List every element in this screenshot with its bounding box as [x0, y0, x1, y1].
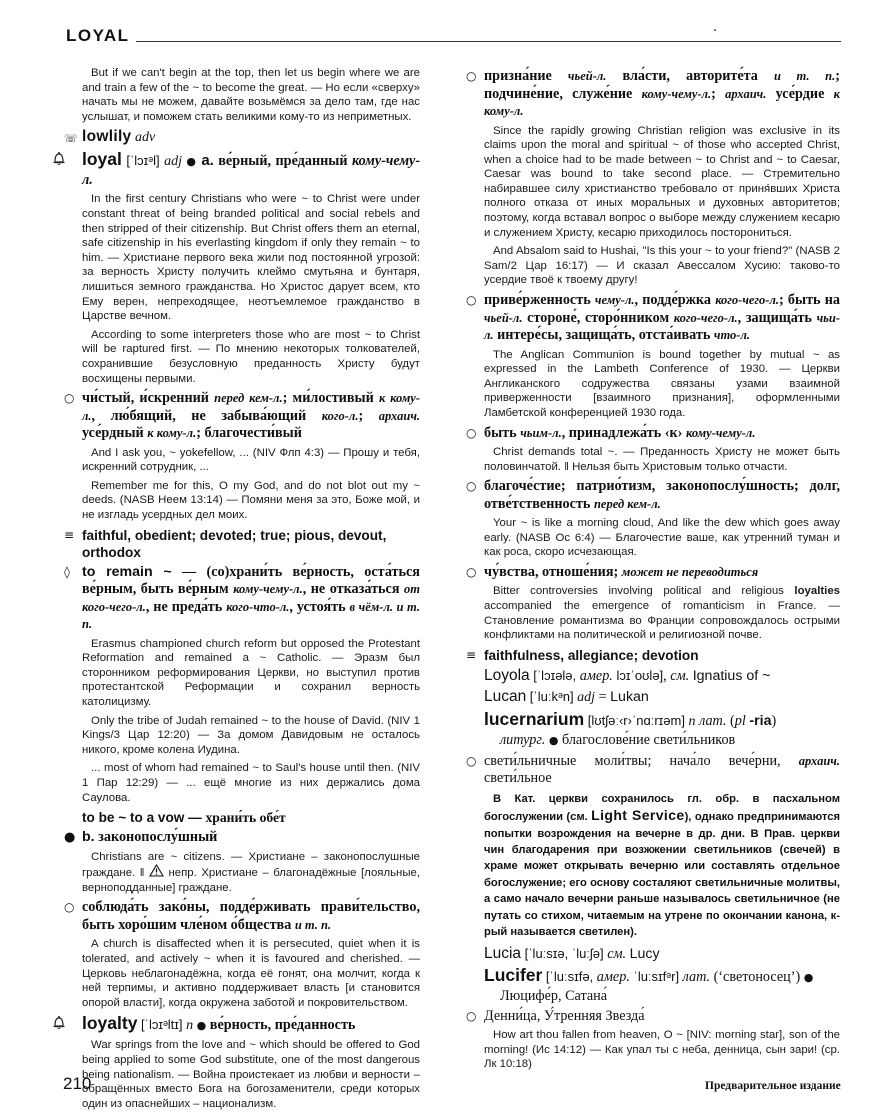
- text-lab: и т. п.: [773, 69, 836, 83]
- text-bullet: ●: [196, 1019, 207, 1033]
- text-run: Христиане – благонадёжные [лояльные, верноподданные] граждане.: [82, 867, 421, 894]
- text-run: — (со)храни́ть ве́рность, оста́ться ве́рным, быть ве́рным: [82, 563, 420, 598]
- text-lab: архаич.: [798, 753, 840, 768]
- sense-definition: [466, 478, 840, 513]
- usage-example: [82, 937, 420, 1010]
- usage-example: [82, 1038, 420, 1111]
- text-run: , лю́бящий, не забыва́ющий: [91, 407, 322, 424]
- text-run: благослове́ние свети́льников: [558, 731, 736, 748]
- text-it: лат.: [699, 712, 727, 729]
- text-bullet: ●: [548, 733, 559, 747]
- phrase-entry: [82, 809, 420, 826]
- text-run: стороне́, сторо́нником: [522, 309, 674, 326]
- text-lab: может не переводиться: [621, 564, 759, 579]
- usage-example: [484, 445, 840, 474]
- text-b: loyalties: [794, 585, 840, 598]
- text-run: (не путать со стихом, читаемым на утрене по окончании канона, к-рый называется: [484, 893, 840, 939]
- text-run: ,: [663, 667, 671, 684]
- text-it: светильничные молитвы: [695, 876, 837, 889]
- text-run: призна́ние: [484, 68, 568, 84]
- text-run: In the first century Christians who were ~ to Christ were under constant threat of being branded political and social rebels and then stripped of their citizenship. But Christ offers them an eternal, safe citizenship in his everlasting kingdom if only they remain ~ to him. — Христиане первого века жили под постоянной угрозой: за верность Христу получить клеймо смутьяна и бунтаря, лишиться земного гражданства. Но Христос дарует всем, кто Ему верен, непреходящее, неотъемлемое гражданство в Царстве вечном.: [82, 193, 420, 323]
- text-lab: архаич.: [725, 86, 767, 101]
- synonyms-line: [64, 527, 420, 561]
- text-sans: Ignatius of ~: [692, 667, 771, 684]
- text-pos: adj: [577, 689, 596, 705]
- page-number: 210: [63, 1074, 92, 1093]
- sense-circle-icon: ○: [466, 69, 477, 83]
- dictionary-entry: [484, 688, 840, 707]
- text-hwd: lucernarium: [484, 708, 585, 729]
- sense-definition: [64, 390, 421, 443]
- text-run: , устоя́ть: [289, 598, 350, 615]
- text-hwd: Lucia: [484, 944, 522, 962]
- text-lab: чьей-л.: [567, 69, 607, 83]
- usage-example: [82, 761, 420, 805]
- print-speck: [714, 29, 716, 31]
- sense-definition: [64, 899, 420, 934]
- text-run: Christians are ~ citizens. — Христиане – законопослушные граждане. ‖: [82, 850, 420, 880]
- text-run: законопослу́шный: [94, 829, 218, 846]
- text-pron: [ˈlɔɪᵊltɪ]: [141, 1017, 183, 1033]
- text-run: ; быть на: [779, 292, 841, 309]
- text-run: Денни́ца, У́тренняя Звезда́: [484, 1007, 645, 1024]
- text-run: быть: [484, 424, 521, 441]
- running-head: [66, 24, 841, 44]
- text-run: Since the rapidly growing Christian religion was exclusive in its claims upon the moral and spiritual ~ of those who accepted Christ, when a choice had to be made between ~ to Christ and ~ to Caesar, Caesar was bound to take second place. — Стремительно набиравшее силу христианство требовало от приня́вших Христа полного отказа от иных моральных и духовных авторитетов; поэтому, когда вставал вопрос о выборе между служением кесарю и служением Христу, кесарю приходилось посторониться.: [484, 124, 840, 239]
- usage-example: [82, 192, 420, 323]
- entry-continuation: [484, 731, 840, 750]
- text-lab: кого-чего-л.: [715, 293, 779, 308]
- text-run: accompanied the emergence of romanticism in France. — Становление романтизма во Франции сопровождалось острыми конфликтами на политической и религиозной почве.: [484, 600, 840, 642]
- text-it: светильничное: [734, 893, 820, 906]
- running-head-word: LOYAL: [66, 26, 130, 45]
- sense-circle-icon: ○: [466, 479, 477, 494]
- text-it: см.: [570, 811, 588, 824]
- text-lab: перед кем-л.: [593, 496, 661, 511]
- text-pron: [ˈluːsɪfə,: [545, 968, 597, 984]
- text-big: Light Service: [591, 807, 685, 824]
- text-it: pl: [734, 712, 746, 729]
- text-run: свети́льное: [484, 770, 552, 787]
- text-lab: к кому-л.: [147, 426, 197, 441]
- text-run: ... most of whom had remained ~ to Saul's house until then. (NIV 1 Пар 12:29) — ... ещё многие из них держались дома Саулова.: [82, 762, 420, 804]
- text-lab: в чём-л. и т. п.: [82, 599, 420, 632]
- text-pron: [lʊtʃəː‹r›ˈnɑːrɪəm]: [587, 712, 685, 728]
- phrase-russian: храни́ть обе́т: [205, 810, 286, 826]
- text-tr: ве́рный, пре́данный: [218, 153, 352, 170]
- text-lab: перед кем-л.: [214, 391, 283, 406]
- text-sans: Lukan: [610, 688, 649, 705]
- usage-example: [82, 66, 420, 124]
- text-it: непр.: [168, 867, 197, 880]
- sense-circle-icon: ○: [466, 425, 477, 440]
- text-run: ), однако предпринимаются попытки возрождения на вечерне в др. дни. В Прав. церкви чин благодарения при возжжении светильников (свечей) в храме может открывать вечерню или составлять отдельное богослужение; его основу состаляют: [484, 811, 840, 889]
- text-run: ): [771, 712, 777, 729]
- text-hwd: Lucifer: [484, 964, 543, 985]
- text-run: вла́сти, авторите́та: [606, 68, 774, 84]
- text-en: to remain ~: [82, 563, 172, 580]
- text-lab: от кого-чего-л.: [82, 582, 420, 614]
- text-run: The Anglican Communion is bound together by mutual ~ as expressed in the Lambeth Conference of 1930. — Церкви Англиканского содружества связаны узами взаимной приверженности [взаимного признания], оформленными Ламбетской конференцией 1930 года.: [484, 348, 840, 419]
- synonyms-line: [466, 647, 840, 664]
- sense-definition: [64, 829, 420, 847]
- text-run: (: [726, 712, 735, 729]
- sense-circle-icon: ○: [466, 564, 477, 579]
- text-lab: кому-чему-л.: [233, 582, 303, 597]
- dictionary-entry: [484, 945, 840, 963]
- sense-definition: [466, 68, 840, 121]
- text-run: But if we can't begin at the top, then let us begin where we are and train a few of the ~ to become the great. — Но если «сверху» начать мы не можем, давайте возьмёмся за дело там, где нас услышат, и поможем стать великими кому-то из неприметных.: [82, 67, 420, 123]
- sense-bullet-icon: ●: [64, 830, 76, 846]
- text-run: усе́рдный: [82, 425, 148, 442]
- entry-continuation: [484, 987, 840, 1005]
- usage-example: [484, 124, 840, 241]
- text-lab: кому-чему-л.: [641, 86, 712, 101]
- text-pos: adv: [135, 130, 156, 146]
- text-run: ).: [630, 926, 637, 939]
- text-lab: что-л.: [713, 328, 750, 343]
- text-run: , защища́ть: [737, 309, 817, 326]
- text-lab: и т. п.: [294, 917, 332, 932]
- right-column: [466, 66, 841, 1076]
- usage-example: [484, 244, 840, 288]
- text-run: интере́сы, защища́ть, отста́ивать: [493, 327, 714, 344]
- text-run: В Кат. церкви сохранилось гл. обр. в пасхальном богослужении (: [484, 792, 840, 824]
- text-run: ; подчине́ние, служе́ние: [484, 68, 840, 102]
- text-lab: кому-чему-л.: [685, 425, 756, 440]
- sense-definition: [466, 1007, 840, 1026]
- text-lab: к кому-л.: [484, 86, 840, 118]
- text-run: And I ask you, ~ yokefellow, ... (NIV Флп 4:3) — Прошу и тебя, искренний сотрудник, ...: [82, 446, 420, 474]
- text-hwd: loyal: [82, 149, 122, 170]
- text-run: Люцифе́р, Сатана́: [500, 987, 608, 1004]
- text-run: A church is disaffected when it is persecuted, quiet when it is tolerated, and actively ~ when it is favoured and cherished. — Церковь неблагонадёжна, когда её гонят, она молчит, когда к ней терпимы, и активно поддерживает власть [и становится опорой власти], когда окружена заботой и покровительством.: [82, 938, 420, 1009]
- bell-icon: [52, 1015, 66, 1030]
- sense-definition: [64, 563, 420, 634]
- text-run: ;: [358, 407, 379, 424]
- sense-definition: [466, 292, 841, 345]
- text-hwd: Loyola: [484, 666, 530, 684]
- text-bullet: ●: [186, 155, 197, 169]
- usage-example: [484, 584, 840, 642]
- usage-example: [484, 516, 840, 560]
- text-run: , подде́ржка: [634, 292, 716, 309]
- text-sans: Lucy: [629, 945, 660, 962]
- text-run: faithful, obedient; devoted; true; pious, devout, orthodox: [82, 527, 387, 560]
- text-run: , принадлежа́ть ‹к›: [561, 424, 686, 441]
- text-run: =: [595, 688, 611, 705]
- dictionary-entry: [82, 1014, 420, 1035]
- usage-example: [82, 637, 420, 710]
- text-run: According to some interpreters those who are most ~ to Christ will be raptured first. — По мнению некоторых толкователей, сохранившие безусловную преданность Христу будут восхищены первыми.: [82, 328, 420, 385]
- text-it: см.: [670, 667, 690, 684]
- text-run: , не отказа́ться: [302, 581, 405, 598]
- usage-example: [82, 479, 420, 523]
- encyclopedic-note: [484, 791, 840, 941]
- text-run: Bitter controversies involving political and religious: [493, 585, 795, 598]
- sense-circle-icon: ○: [64, 900, 75, 915]
- text-run: How art thou fallen from heaven, O ~ [NIV: morning star], son of the morning! (Ис 14:12) — Как упал ты с неба, денница, сын зари! (: [484, 1029, 840, 1056]
- text-it: литург.: [500, 731, 546, 748]
- dictionary-entry: [64, 128, 420, 147]
- text-pron: lɔɪˈoʊlə]: [612, 667, 664, 683]
- text-it: амер.: [579, 667, 613, 684]
- text-lab: к кому-л.: [82, 391, 421, 423]
- text-tr: ве́рность, пре́данность: [209, 1017, 356, 1034]
- text-lab-a: a.: [201, 152, 214, 170]
- dictionary-entry: [484, 710, 840, 750]
- text-it: лат.: [682, 968, 711, 985]
- text-lab: кого-чего-л.: [673, 310, 738, 325]
- text-hwd: Lucan: [484, 687, 527, 705]
- text-run: свети́льничные моли́твы; нача́ло вече́рни,: [484, 752, 799, 769]
- text-lab: чему-л.: [594, 293, 635, 308]
- cross-reference-icon: ☏: [64, 132, 78, 146]
- text-it: амер.: [596, 968, 630, 985]
- sense-circle-icon: ○: [466, 293, 477, 308]
- text-pron: [ˈlɔɪᵊl]: [126, 153, 160, 169]
- text-run: благоче́стие; патрио́тизм, законопослу́шность; долг, отве́тственность: [484, 478, 840, 512]
- text-run: faithfulness, allegiance; devotion: [484, 647, 699, 663]
- text-lab: чьи-л.: [484, 310, 840, 343]
- text-en: b.: [82, 829, 95, 846]
- synonyms-icon: ≡: [64, 527, 75, 542]
- text-lab: кого-что-л.: [226, 599, 290, 614]
- text-run: War springs from the love and ~ which should be offered to God being applied to some God substitute, one of the most dangerous being nationalism. — Война проистекает из любви и верности – обращённых вместо Бога на богозаменители, среди которых один из опаснейших – национализм.: [82, 1039, 420, 1110]
- idiom-diamond-icon: ◊: [64, 564, 70, 579]
- usage-example: [82, 850, 420, 896]
- text-run: Only the tribe of Judah remained ~ to the house of David. (NIV 1 Kings/3 Цар 12:20) — За домом Давидовым не осталось никого, кроме колена Иудина.: [82, 714, 420, 756]
- phrase-english: to be ~ to a vow —: [82, 810, 206, 826]
- text-run: усе́рдие: [766, 85, 834, 102]
- usage-example: [484, 1028, 840, 1072]
- text-bullet: ●: [803, 970, 814, 984]
- usage-example: [82, 714, 420, 758]
- sense-definition: [466, 563, 840, 582]
- text-lab: кого-л.: [321, 408, 359, 423]
- edition-note: Предварительное издание: [705, 1080, 841, 1092]
- text-pos: adj: [164, 154, 182, 170]
- text-run: Erasmus championed church reform but opposed the Protestant Reformation and remained a ~ Catholic. — Эразм был сторонником реформирования Церкви, но выступил против протестантской Реформации и сохранил верность католицизму.: [82, 637, 420, 708]
- text-lab: чьим-л.: [520, 425, 562, 440]
- text-run: чу́вства, отноше́ния;: [484, 563, 622, 580]
- sense-circle-icon: ○: [466, 1008, 477, 1023]
- text-run: чи́стый, и́скренний: [82, 390, 215, 407]
- dictionary-entry: [484, 966, 840, 1005]
- synonyms-icon: ≡: [466, 647, 477, 662]
- bell-icon: [52, 151, 66, 166]
- text-pron: [ˈluːsɪə, ˈluːʃə]: [524, 945, 604, 961]
- entry-head: [484, 964, 814, 985]
- dictionary-entry: [82, 150, 420, 189]
- text-run: ; ми́лостивый: [282, 390, 379, 407]
- text-run: приве́рженность: [484, 292, 595, 309]
- warning-icon: [149, 864, 164, 877]
- text-run: And Absalom said to Hushai, "Is this your ~ to your friend?" (NASB 2 Sam/2 Цар 16:17) — И сказал Авессалом Хусию: таково-то усердие твоё к твоему другу!: [484, 245, 840, 287]
- text-run: , не преда́ть: [145, 598, 227, 615]
- text-run: , а само начало вечерни раньше называлось: [484, 876, 840, 906]
- running-head-rule: [136, 41, 841, 42]
- text-run: ;: [711, 85, 726, 102]
- text-run: (‘светоносец’): [710, 968, 804, 985]
- dictionary-entry: [484, 667, 840, 685]
- text-pron: ˈluːsɪfᵊr]: [629, 968, 680, 984]
- text-pos: n: [688, 713, 696, 729]
- sense-definition: [466, 424, 840, 443]
- text-it: ср.: [824, 1043, 840, 1056]
- text-sans: -ria: [749, 712, 772, 729]
- usage-example: [484, 348, 840, 421]
- text-run: Christ demands total ~. — Преданность Христу не может быть половинчатой. ‖ Нельзя быть Христовым только отчасти.: [484, 446, 840, 473]
- text-run: ; благочести́вый: [196, 425, 302, 442]
- text-run: Your ~ is like a morning cloud, And like the dew which goes away early. (NASB Ос 6:4) — Благочестие ваше, как утренний туман и как роса, скоро исчезающая.: [484, 517, 840, 559]
- text-hwd: lowlily: [82, 128, 132, 146]
- text-it: светилен: [578, 926, 631, 939]
- text-lab: архаич.: [378, 408, 421, 423]
- text-run: соблюда́ть зако́ны, подде́рживать прави́тельство, быть хоро́шим чле́ном о́бщества: [82, 899, 420, 933]
- text-run: Лк 10:18): [484, 1058, 532, 1071]
- sense-definition: [466, 752, 840, 788]
- text-lab: чьей-л.: [484, 310, 523, 325]
- text-it: кому-чему-л.: [82, 153, 421, 189]
- text-pos: n: [186, 1018, 194, 1034]
- usage-example: [82, 328, 420, 386]
- text-pron: [ˈluːkᵊn]: [529, 688, 574, 704]
- usage-example: [82, 446, 420, 475]
- text-run: Remember me for this, O my God, and do not blot out my ~ deeds. (NASB Неем 13:14) — Помяни меня за это, Боже мой, и не изгладь усердных дел моих.: [82, 479, 420, 521]
- entry-head: [484, 708, 777, 729]
- text-hwd: loyalty: [82, 1013, 138, 1034]
- sense-circle-icon: ○: [466, 753, 477, 768]
- text-it: см.: [607, 945, 627, 962]
- sense-circle-icon: ○: [64, 391, 75, 406]
- text-pron: [ˈlɔɪələ,: [533, 667, 580, 683]
